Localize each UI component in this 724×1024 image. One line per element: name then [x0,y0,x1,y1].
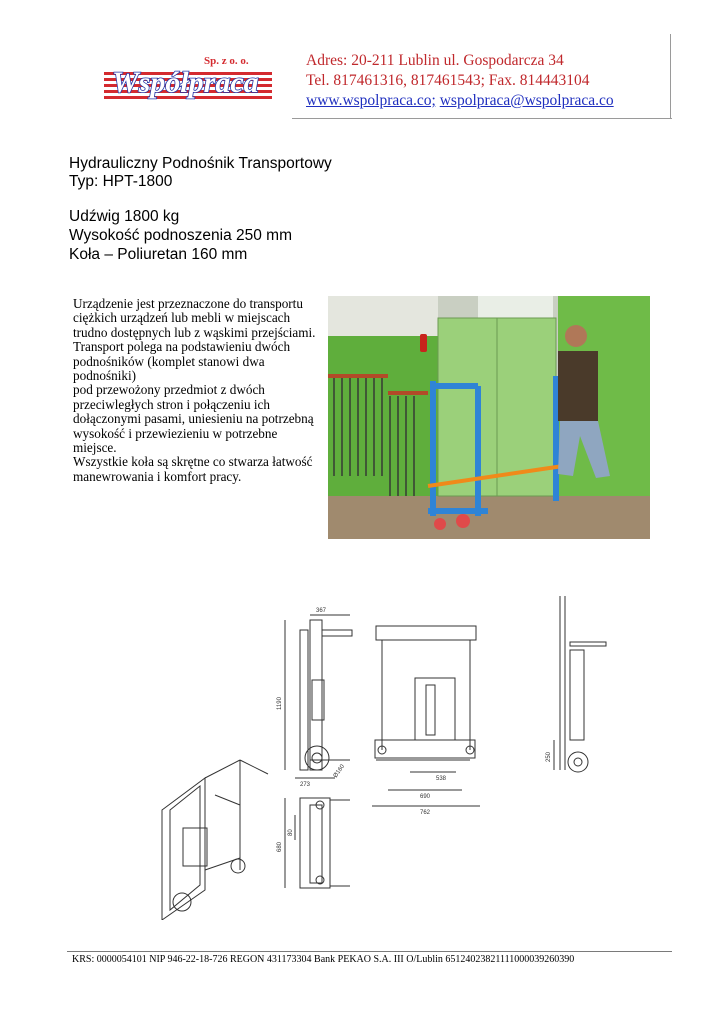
dim-front-inner: 538 [436,776,447,782]
phone-line: Tel. 817461316, 817461543; Fax. 814443104 [306,72,590,89]
dim-wheel-diameter: Ø160 [332,763,347,780]
contact-links [306,92,614,110]
header-divider-vertical [670,34,671,118]
desc-para-1: Urządzenie jest przeznaczone do transportu ciężkich urządzeń lub mebli w miejscach [73,296,303,326]
email-link[interactable]: wspolpraca@wspolpraca.co [439,92,614,109]
logo-suffix: Sp. z o. o. [204,55,249,67]
header-divider-horizontal [292,118,672,119]
dim-top-depth: 680 [277,841,283,852]
dim-right-lift: 250 [546,751,552,762]
product-name: Hydrauliczny Podnośnik Transportowy [69,155,332,172]
spec-capacity: Udźwig 1800 kg [69,208,180,225]
footer-company-details: KRS: 0000054101 NIP 946-22-18-726 REGON 431173304 Bank PEKAO S.A. III O/Lublin 65124023821111000039260390 [72,954,575,965]
company-logo [100,50,276,106]
dim-side-base: 273 [300,782,311,788]
spec-wheels: Koła – Poliuretan 160 mm [69,246,248,263]
dim-front-total: 762 [420,810,431,816]
spec-lift-height: Wysokość podnoszenia 250 mm [69,227,292,244]
website-link[interactable]: www.wspolpraca.co; [306,92,436,109]
product-description [73,297,323,484]
product-photo [328,296,650,539]
desc-para-4: pod przewożony przedmiot z dwóch przeciwległych stron i połączeniu ich dołączonymi pasami, uniesieniu na potrzebną wysokość i przewiezieniu w potrzebne miejsce. [73,382,314,456]
front-view-drawing [372,626,480,806]
product-type: Typ: HPT-1800 [69,173,173,190]
isometric-drawing [162,760,268,920]
dim-front-mid: 690 [420,794,431,800]
desc-para-2: trudno dostępnych lub z wąskimi przejściami. [73,324,316,340]
desc-para-5: Wszystkie koła są skrętne co stwarza łatwość manewrowania i komfort pracy. [73,454,313,484]
dim-side-top: 367 [316,608,327,614]
logo-company-name: Współpraca [112,66,259,99]
address-line: Adres: 20-211 Lublin ul. Gospodarcza 34 [306,52,564,69]
footer-rule [67,951,672,952]
dim-side-height: 1190 [277,697,283,710]
top-view-drawing [285,798,350,888]
desc-para-3: Transport polega na podstawieniu dwóch podnośników (komplet stanowi dwa podnośniki) [73,339,291,384]
side-view-drawing [285,615,352,778]
dim-top-inner: 80 [288,829,294,836]
technical-drawings [150,590,610,920]
right-view-drawing [554,596,606,772]
